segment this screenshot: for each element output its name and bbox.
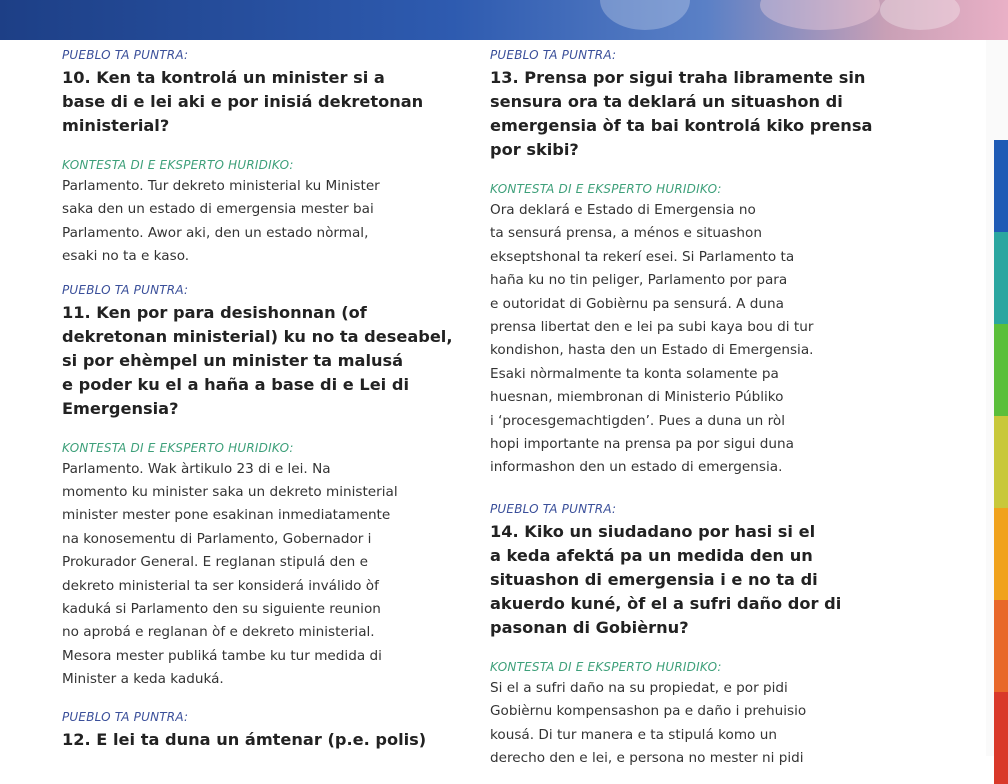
answer-tag: KONTESTA DI E EKSPERTO HURIDIKO: — [490, 182, 722, 196]
answer-line: informashon den un estado di emergensia. — [490, 459, 783, 476]
answer-tag: KONTESTA DI E EKSPERTO HURIDIKO: — [490, 659, 722, 674]
left-column — [62, 40, 474, 752]
answer-line: kaduká si Parlamento den su siguiente reunion — [62, 601, 381, 618]
answer-line: Parlamento. Awor aki, den un estado nòrmal, — [62, 224, 369, 241]
answer-text — [62, 175, 474, 269]
color-strip — [986, 40, 1008, 756]
question-text — [62, 301, 474, 421]
question-tag: PUEBLO TA PUNTRA: — [490, 501, 617, 516]
answer-line: Minister a keda kaduká. — [62, 671, 224, 688]
answer-line: huesnan, miembronan di Ministerio Públiko — [490, 389, 784, 406]
question-line: 13. Prensa por sigui traha libramente sin — [490, 68, 866, 87]
question-line: 12. E lei ta duna un ámtenar (p.e. polis) — [62, 729, 427, 749]
answer-line: prensa libertat den e lei pa subi kaya bou di tur — [490, 319, 814, 336]
answer-text — [490, 677, 894, 771]
color-strip-segment — [994, 324, 1008, 416]
answer-line: minister mester pone esakinan inmediatamente — [62, 507, 391, 524]
question-line: Emergensia? — [62, 398, 179, 418]
qa-block-10 — [62, 48, 474, 269]
answer-line: momento ku minister saka un dekreto ministerial — [62, 484, 398, 501]
answer-text — [490, 199, 894, 480]
answer-line: Parlamento. Tur dekreto ministerial ku Minister — [62, 178, 380, 194]
question-text — [490, 66, 894, 162]
answer-line: saka den un estado di emergensia mester bai — [62, 201, 374, 218]
color-strip-segment — [994, 416, 1008, 508]
answer-line: kondishon, hasta den un Estado di Emergensia. — [490, 342, 814, 359]
question-line: 14. Kiko un siudadano por hasi si el — [490, 521, 816, 541]
question-line: 10. Ken ta kontrolá un minister si a — [62, 68, 385, 87]
answer-line: esaki no ta e kaso. — [62, 248, 190, 265]
question-line: si por ehèmpel un minister ta malusá — [62, 350, 404, 370]
answer-line: hopi importante na prensa pa por sigui duna — [490, 436, 794, 453]
answer-line: i ‘procesgemachtigden’. Pues a duna un ròl — [490, 412, 785, 429]
answer-line: Parlamento. Wak àrtikulo 23 di e lei. Na — [62, 460, 331, 477]
color-strip-segment — [994, 232, 1008, 324]
answer-line: Ora deklará e Estado di Emergensia no — [490, 202, 756, 218]
answer-text — [62, 458, 474, 692]
question-text — [62, 66, 474, 138]
header-photo-banner — [0, 0, 1008, 40]
question-line: e poder ku el a haña a base di e Lei di — [62, 374, 410, 394]
answer-tag: KONTESTA DI E EKSPERTO HURIDIKO: — [62, 158, 294, 172]
color-strip-segment — [994, 600, 1008, 692]
answer-line: kousá. Di tur manera e ta stipulá komo un — [490, 726, 777, 743]
question-line: 11. Ken por para desishonnan (of — [62, 302, 367, 322]
question-line: akuerdo kuné, òf el a sufri daño dor di — [490, 593, 842, 613]
question-line: ministerial? — [62, 116, 170, 135]
answer-tag: KONTESTA DI E EKSPERTO HURIDIKO: — [62, 440, 294, 455]
answer-line: ekseptshonal ta rekerí esei. Si Parlamento ta — [490, 248, 795, 265]
answer-line: Esaki nòrmalmente ta konta solamente pa — [490, 365, 779, 382]
question-line: a keda afektá pa un medida den un — [490, 545, 813, 565]
question-line: dekretonan ministerial) ku no ta deseabel, — [62, 326, 453, 346]
qa-block-14 — [490, 502, 894, 771]
question-text — [490, 520, 894, 640]
right-column — [490, 40, 894, 771]
answer-line: ta sensurá prensa, a ménos e situashon — [490, 225, 762, 242]
question-line: pasonan di Gobièrnu? — [490, 617, 689, 637]
answer-line: no aprobá e reglanan òf e dekreto ministerial. — [62, 624, 375, 641]
answer-line: Si el a sufri daño na su propiedat, e por pidi — [490, 679, 788, 696]
question-tag: PUEBLO TA PUNTRA: — [62, 282, 189, 297]
question-line: por skibi? — [490, 140, 579, 159]
question-line: situashon di emergensia i e no ta di — [490, 569, 818, 589]
answer-line: Gobièrnu kompensashon pa e daño i prehuisio — [490, 703, 807, 720]
answer-line: Mesora mester publiká tambe ku tur medida di — [62, 647, 382, 664]
qa-block-12 — [62, 710, 474, 752]
question-line: base di e lei aki e por inisiá dekretonan — [62, 92, 424, 111]
question-tag: PUEBLO TA PUNTRA: — [490, 48, 617, 62]
question-tag: PUEBLO TA PUNTRA: — [62, 709, 189, 724]
color-strip-segment — [994, 508, 1008, 600]
answer-line: haña ku no tin peliger, Parlamento por para — [490, 272, 788, 289]
question-tag: PUEBLO TA PUNTRA: — [62, 48, 189, 62]
color-strip-segment — [994, 140, 1008, 232]
qa-block-11 — [62, 283, 474, 692]
answer-line: derecho den e lei, e persona no mester ni pidi — [490, 750, 804, 767]
color-strip-segment — [994, 692, 1008, 784]
qa-block-13 — [490, 48, 894, 480]
answer-line: e outoridat di Gobièrnu pa sensurá. A duna — [490, 295, 784, 312]
question-text — [62, 728, 474, 752]
answer-line: dekreto ministerial ta ser konsiderá inválido òf — [62, 577, 379, 594]
answer-line: Prokurador General. E reglanan stipulá den e — [62, 554, 368, 571]
question-line: sensura ora ta deklará un situashon di — [490, 92, 843, 111]
question-line: emergensia òf ta bai kontrolá kiko prensa — [490, 116, 873, 135]
answer-line: na konosementu di Parlamento, Gobernador i — [62, 530, 372, 547]
